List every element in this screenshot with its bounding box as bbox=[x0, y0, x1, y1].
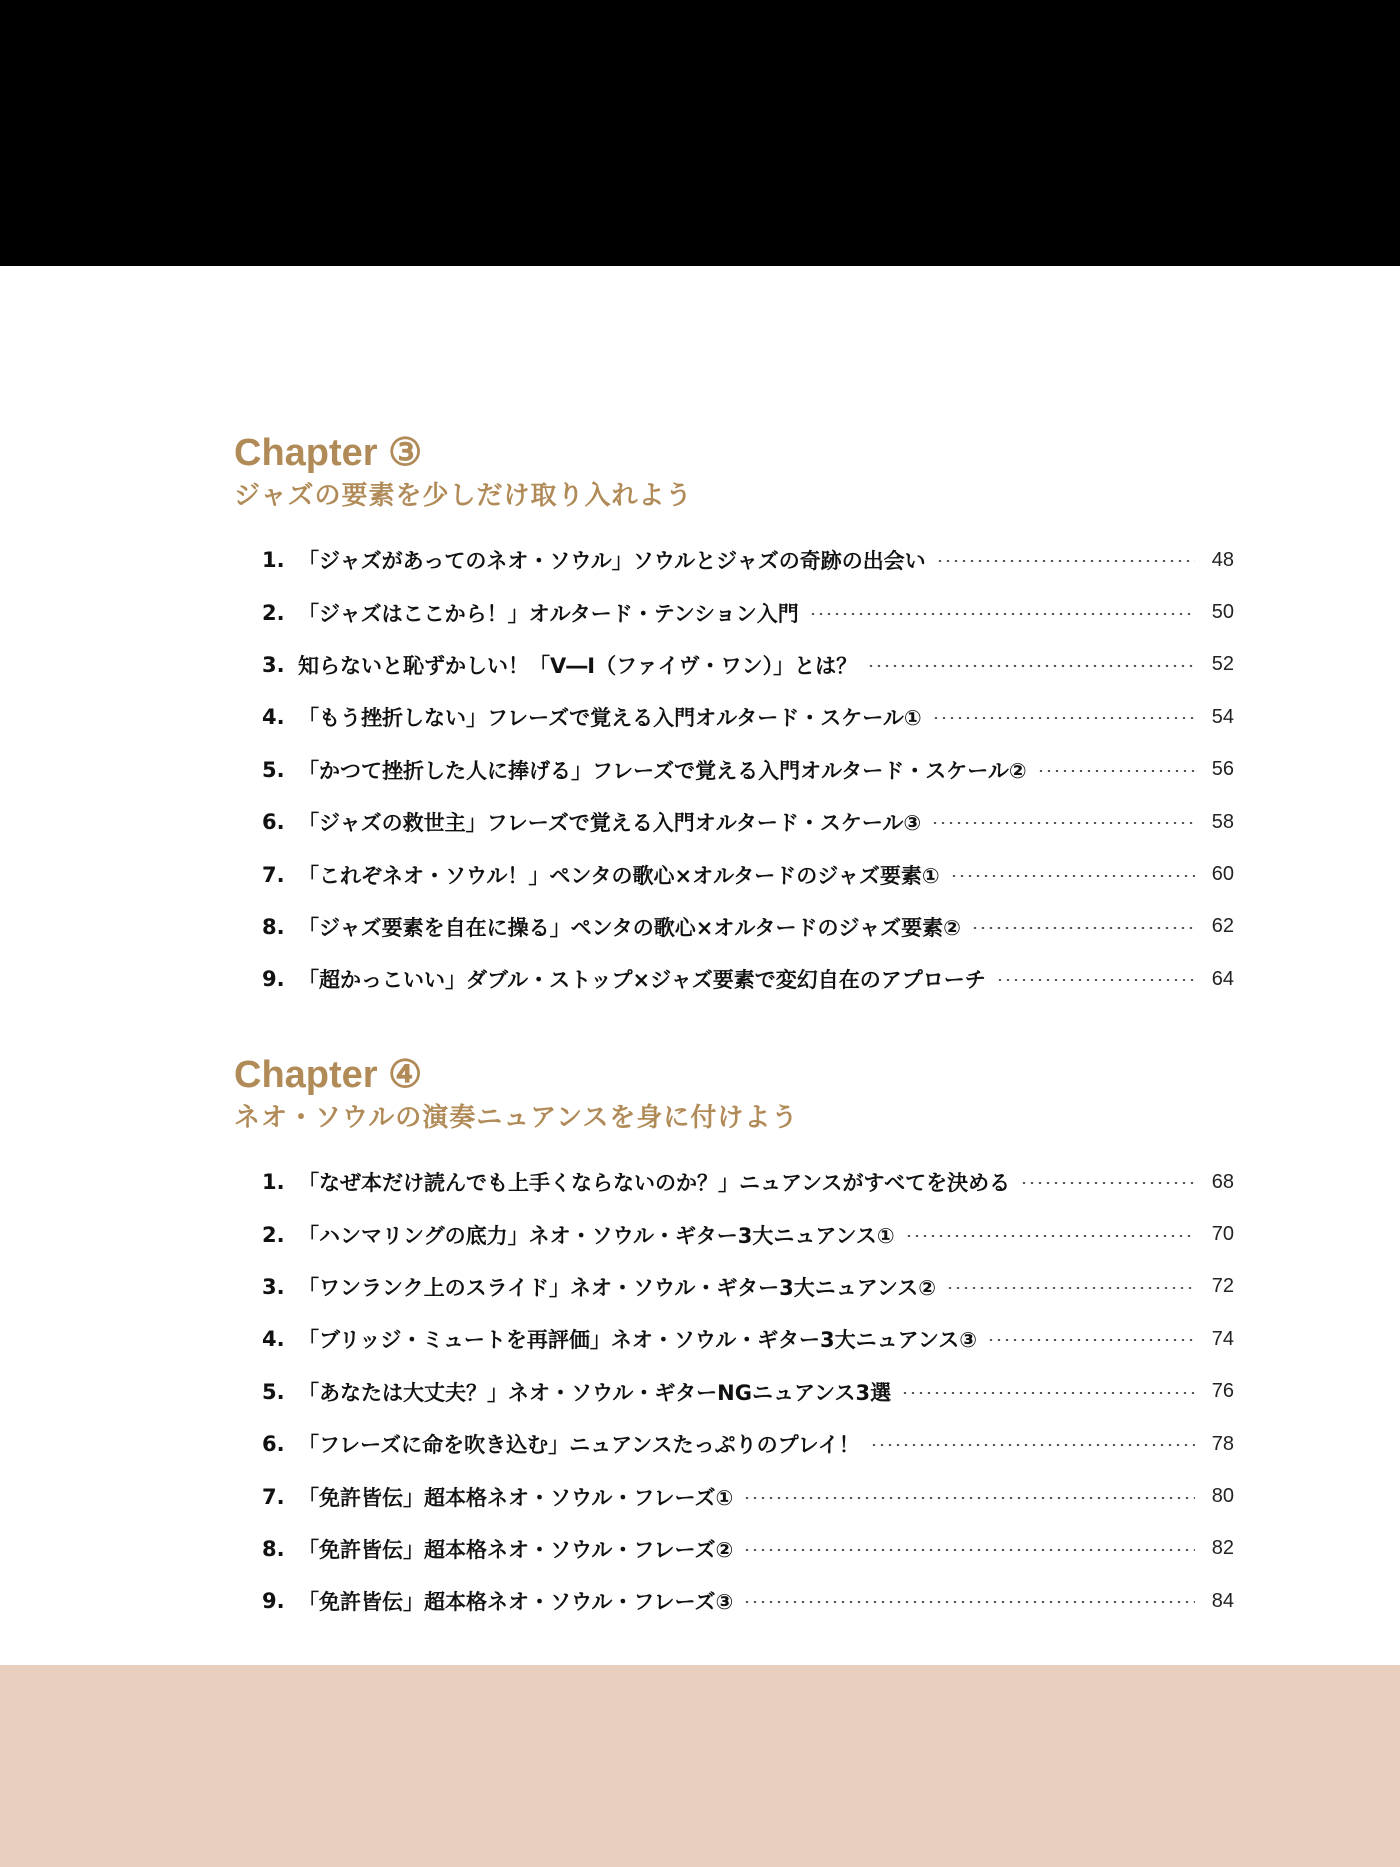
dot-leader bbox=[809, 613, 1195, 615]
entry-number: 1. bbox=[262, 548, 285, 573]
toc-entry[interactable] bbox=[234, 691, 1234, 743]
toc-list bbox=[234, 1156, 1234, 1628]
toc-list bbox=[234, 534, 1234, 1006]
chapter-subtitle: ジャズの要素を少しだけ取り入れよう bbox=[234, 481, 693, 511]
toc-entry[interactable] bbox=[234, 1156, 1234, 1208]
toc-entry[interactable] bbox=[234, 1261, 1234, 1313]
entry-title: 「これぞネオ・ソウル！」ペンタの歌心×オルタードのジャズ要素① bbox=[298, 863, 940, 888]
page-number: 76 bbox=[1211, 1380, 1234, 1403]
toc-entry[interactable] bbox=[234, 1366, 1234, 1418]
page-number: 58 bbox=[1211, 810, 1234, 833]
dot-leader bbox=[743, 1497, 1195, 1499]
entry-number: 6. bbox=[262, 810, 285, 835]
entry-number: 7. bbox=[262, 1484, 285, 1509]
entry-title: 「ジャズ要素を自在に操る」ペンタの歌心×オルタードのジャズ要素② bbox=[298, 915, 961, 940]
bottom-beige-band bbox=[0, 1665, 1400, 1867]
entry-number: 9. bbox=[262, 967, 285, 992]
toc-entry[interactable] bbox=[234, 953, 1234, 1005]
dot-leader bbox=[996, 979, 1195, 981]
page-number: 56 bbox=[1211, 758, 1234, 781]
dot-leader bbox=[743, 1549, 1195, 1551]
toc-entry[interactable] bbox=[234, 1523, 1234, 1575]
entry-title: 「ハンマリングの底力」ネオ・ソウル・ギター3大ニュアンス① bbox=[298, 1223, 895, 1248]
dot-leader bbox=[1037, 770, 1195, 772]
entry-number: 5. bbox=[262, 1379, 285, 1404]
entry-title: 「ジャズの救世主」フレーズで覚える入門オルタード・スケール③ bbox=[298, 811, 922, 836]
entry-number: 4. bbox=[262, 705, 285, 730]
page-number: 52 bbox=[1211, 653, 1234, 676]
dot-leader bbox=[1020, 1182, 1195, 1184]
page-number: 78 bbox=[1211, 1432, 1234, 1455]
toc-entry[interactable] bbox=[234, 1418, 1234, 1470]
dot-leader bbox=[867, 665, 1195, 667]
toc-entry[interactable] bbox=[234, 586, 1234, 638]
dot-leader bbox=[901, 1392, 1195, 1394]
dot-leader bbox=[950, 875, 1195, 877]
entry-number: 7. bbox=[262, 862, 285, 887]
toc-entry[interactable] bbox=[234, 901, 1234, 953]
dot-leader bbox=[870, 1444, 1195, 1446]
dot-leader bbox=[743, 1601, 1195, 1603]
page-number: 50 bbox=[1211, 601, 1234, 624]
entry-title: 「免許皆伝」超本格ネオ・ソウル・フレーズ① bbox=[298, 1485, 734, 1510]
page-number: 70 bbox=[1211, 1223, 1234, 1246]
page-number: 84 bbox=[1211, 1589, 1234, 1612]
entry-number: 8. bbox=[262, 1536, 285, 1561]
entry-title: 「免許皆伝」超本格ネオ・ソウル・フレーズ③ bbox=[298, 1590, 734, 1615]
dot-leader bbox=[971, 927, 1195, 929]
entry-title: 「ブリッジ・ミュートを再評価」ネオ・ソウル・ギター3大ニュアンス③ bbox=[298, 1328, 977, 1353]
page-number: 72 bbox=[1211, 1275, 1234, 1298]
page-number: 48 bbox=[1211, 548, 1234, 571]
page-number: 74 bbox=[1211, 1327, 1234, 1350]
dot-leader bbox=[905, 1235, 1195, 1237]
entry-number: 2. bbox=[262, 1222, 285, 1247]
dot-leader bbox=[987, 1339, 1195, 1341]
entry-title: 「超かっこいい」ダブル・ストップ×ジャズ要素で変幻自在のアプローチ bbox=[298, 968, 986, 993]
entry-number: 3. bbox=[262, 652, 285, 677]
entry-title: 「ジャズはここから！」オルタード・テンション入門 bbox=[298, 601, 799, 626]
entry-title: 「あなたは大丈夫？」ネオ・ソウル・ギターNGニュアンス3選 bbox=[298, 1380, 892, 1405]
dot-leader bbox=[936, 560, 1195, 562]
dot-leader bbox=[931, 822, 1195, 824]
toc-entry[interactable] bbox=[234, 534, 1234, 586]
entry-number: 2. bbox=[262, 600, 285, 625]
entry-title: 「なぜ本だけ読んでも上手くならないのか？」ニュアンスがすべてを決める bbox=[298, 1171, 1011, 1196]
page-number: 60 bbox=[1211, 863, 1234, 886]
toc-entry[interactable] bbox=[234, 848, 1234, 900]
toc-entry[interactable] bbox=[234, 796, 1234, 848]
entry-title: 「もう挫折しない」フレーズで覚える入門オルタード・スケール① bbox=[298, 706, 922, 731]
entry-number: 4. bbox=[262, 1327, 285, 1352]
page-number: 54 bbox=[1211, 705, 1234, 728]
chapter-4-section bbox=[234, 1050, 1234, 1628]
page-number: 80 bbox=[1211, 1485, 1234, 1508]
entry-number: 9. bbox=[262, 1589, 285, 1614]
chapter-subtitle: ネオ・ソウルの演奏ニュアンスを身に付けよう bbox=[234, 1103, 799, 1133]
dot-leader bbox=[946, 1287, 1195, 1289]
entry-number: 3. bbox=[262, 1274, 285, 1299]
entry-number: 8. bbox=[262, 914, 285, 939]
entry-title: 「免許皆伝」超本格ネオ・ソウル・フレーズ② bbox=[298, 1537, 734, 1562]
entry-title: 「ジャズがあってのネオ・ソウル」ソウルとジャズの奇跡の出会い bbox=[298, 549, 926, 574]
page-number: 68 bbox=[1211, 1170, 1234, 1193]
page-number: 82 bbox=[1211, 1537, 1234, 1560]
chapter-heading: Chapter ③ bbox=[234, 432, 423, 474]
toc-entry[interactable] bbox=[234, 744, 1234, 796]
toc-entry[interactable] bbox=[234, 1208, 1234, 1260]
entry-number: 5. bbox=[262, 757, 285, 782]
entry-title: 知らないと恥ずかしい！「V―I（ファイヴ・ワン）」とは？ bbox=[298, 653, 858, 678]
page-number: 62 bbox=[1211, 915, 1234, 938]
entry-title: 「ワンランク上のスライド」ネオ・ソウル・ギター3大ニュアンス② bbox=[298, 1275, 937, 1300]
top-black-band bbox=[0, 0, 1400, 266]
toc-entry[interactable] bbox=[234, 639, 1234, 691]
entry-title: 「フレーズに命を吹き込む」ニュアンスたっぷりのプレイ！ bbox=[298, 1433, 860, 1458]
chapter-3-section bbox=[234, 428, 1234, 1006]
toc-entry[interactable] bbox=[234, 1313, 1234, 1365]
entry-number: 6. bbox=[262, 1432, 285, 1457]
toc-entry[interactable] bbox=[234, 1575, 1234, 1627]
page-number: 64 bbox=[1211, 967, 1234, 990]
entry-title: 「かつて挫折した人に捧げる」フレーズで覚える入門オルタード・スケール② bbox=[298, 758, 1027, 783]
toc-entry[interactable] bbox=[234, 1470, 1234, 1522]
entry-number: 1. bbox=[262, 1170, 285, 1195]
chapter-heading: Chapter ④ bbox=[234, 1054, 423, 1096]
dot-leader bbox=[932, 717, 1195, 719]
